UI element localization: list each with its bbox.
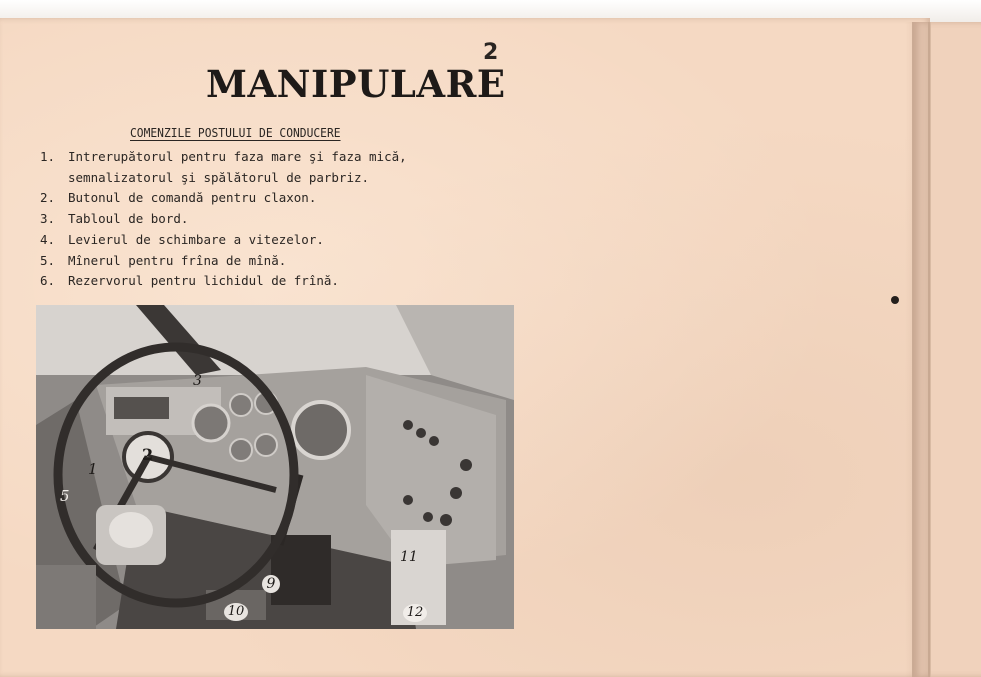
list-item xyxy=(40,230,407,251)
ink-spot xyxy=(891,296,899,304)
item-number: 3. xyxy=(40,211,56,227)
item-number: 4. xyxy=(40,231,56,247)
list-item xyxy=(40,147,407,168)
item-number: 5. xyxy=(40,252,56,268)
list-item xyxy=(40,209,407,230)
controls-list xyxy=(40,147,407,292)
photo-callout: 2 xyxy=(142,445,154,464)
item-text: Tabloul de bord. xyxy=(68,211,189,227)
item-text: Levierul de schimbare a vitezelor. xyxy=(68,231,324,247)
item-number: 1. xyxy=(40,149,56,164)
photo-callout: 9 xyxy=(262,575,280,593)
page-title: MANIPULARE xyxy=(206,62,506,106)
item-text: Mînerul pentru frîna de mînă. xyxy=(68,252,287,268)
list-item xyxy=(40,271,407,292)
item-text: Butonul de comandă pentru claxon. xyxy=(68,190,317,206)
photo-callout: 5 xyxy=(60,487,70,505)
fold-shadow xyxy=(905,22,930,677)
list-item-continuation xyxy=(40,168,407,189)
item-text: Rezervorul pentru lichidul de frînă. xyxy=(68,273,339,289)
list-item xyxy=(40,188,407,209)
section-subtitle: COMENZILE POSTULUI DE CONDUCERE xyxy=(130,126,341,140)
page-number: 2 xyxy=(483,40,499,65)
item-text-continued: semnalizatorul şi spălătorul de parbriz. xyxy=(68,169,370,185)
item-number: 6. xyxy=(40,273,56,289)
photo-callout: 11 xyxy=(400,549,418,565)
photo-callout: 10 xyxy=(224,603,248,621)
dashboard-photo xyxy=(36,305,514,629)
item-text: Intrerupătorul pentru faza mare şi faza mică, xyxy=(68,149,407,164)
photo-callout: 1 xyxy=(88,460,98,478)
photo-callout: 12 xyxy=(403,604,427,622)
item-number: 2. xyxy=(40,190,56,206)
list-item xyxy=(40,251,407,272)
photo-callout: 3 xyxy=(193,373,202,389)
